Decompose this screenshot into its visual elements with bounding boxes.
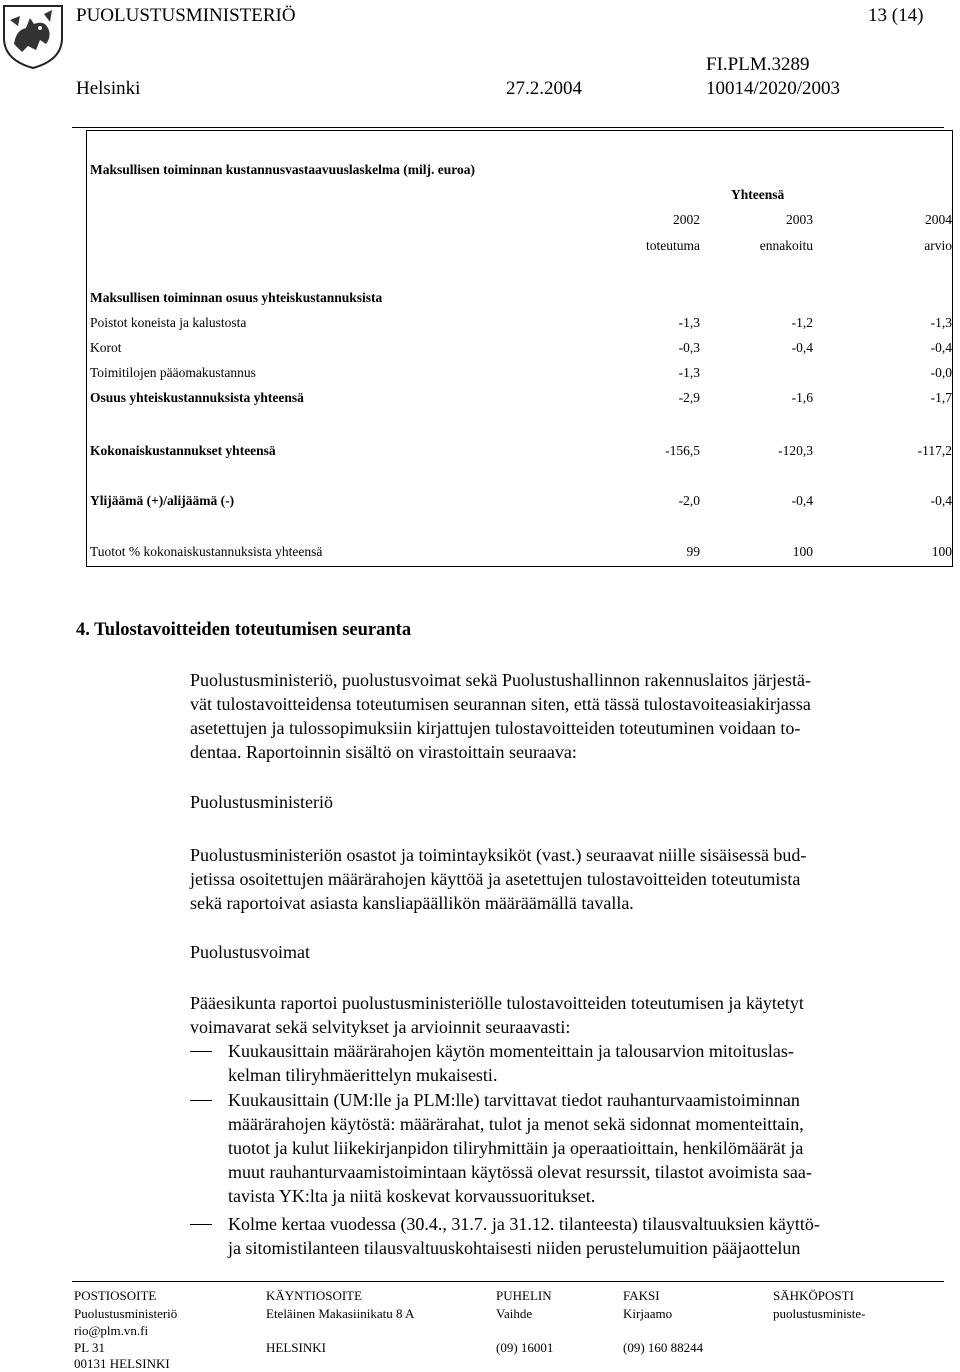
bullet-line: kelman tiliryhmäerittelyn mukaisesti. [228, 1065, 498, 1085]
intro-line: Puolustusministeriö, puolustusvoimat sekä Puolustushallinnon rakennuslaitos järjestä- [190, 670, 811, 690]
bullet-line: Kuukausittain määrärahojen käytön momenteittain ja talousarvion mitoituslas- [228, 1041, 794, 1061]
table-cell: -1,3 [678, 365, 700, 380]
ministry-text-line: jetissa osoitettujen määrärahojen käyttöä ja asetettujen tulostavoitteiden toteutumista [190, 869, 801, 889]
table-row-label: Osuus yhteiskustannuksista yhteensä [90, 390, 304, 405]
table-cell: 99 [686, 544, 700, 559]
subheading-defence-forces: Puolustusvoimat [190, 942, 311, 962]
col-year-2003: 2003 [786, 212, 813, 227]
table-cell: -0,4 [930, 493, 952, 508]
footer-faksi-header: FAKSI [623, 1288, 660, 1303]
table-row-label: Ylijäämä (+)/alijäämä (-) [90, 493, 235, 508]
col-kind-arvio: arvio [924, 238, 952, 253]
table-cell: -0,4 [791, 493, 813, 508]
header-rule [72, 127, 944, 128]
section-heading: 4. Tulostavoitteiden toteutumisen seuranta [76, 620, 412, 640]
table-section-label: Maksullisen toiminnan osuus yhteiskustannuksista [90, 290, 383, 305]
header-org: PUOLUSTUSMINISTERIÖ [76, 5, 296, 26]
footer-cell: (09) 160 88244 [623, 1340, 704, 1355]
table-cell: -156,5 [665, 443, 700, 458]
footer-rule [72, 1281, 944, 1282]
ministry-text-line: sekä raportoivat asiasta kansliapäällikön määräämällä tavalla. [190, 893, 634, 913]
intro-line: dentaa. Raportoinnin sisältö on virastoittain seuraava: [190, 742, 577, 762]
footer-cell: Vaihde [496, 1306, 533, 1321]
table-cell: -0,4 [930, 340, 952, 355]
table-cell: -120,3 [778, 443, 813, 458]
footer-postiosoite-header: POSTIOSOITE [74, 1288, 157, 1303]
table-cell: -2,0 [678, 493, 700, 508]
bullet-dash [190, 1100, 212, 1101]
col-kind-toteutuma: toteutuma [646, 238, 700, 253]
bullet-line: määrärahojen käytöstä: määrärahat, tulot ja menot sekä sidonnat momenteittain, [228, 1114, 804, 1134]
table-row-label: Toimitilojen pääomakustannus [90, 365, 256, 380]
bullet-line: Kuukausittain (UM:lle ja PLM:lle) tarvittavat tiedot rauhanturvaamistoiminnan [228, 1090, 800, 1110]
table-cell: -1,6 [791, 390, 813, 405]
header-city: Helsinki [76, 78, 141, 99]
footer-cell: Puolustusministeriö [74, 1306, 178, 1321]
header-date: 27.2.2004 [506, 78, 582, 99]
bullet-dash [190, 1051, 212, 1052]
header-docnum: 10014/2020/2003 [706, 78, 841, 99]
header-page: 13 (14) [868, 5, 924, 26]
col-year-2004: 2004 [925, 212, 952, 227]
footer-cell: HELSINKI [266, 1340, 326, 1355]
footer-cell: PL 31 [74, 1340, 105, 1355]
footer-email-cont[interactable]: rio@plm.vn.fi [74, 1323, 149, 1338]
table-cell: -117,2 [917, 443, 952, 458]
table-cell: 100 [931, 544, 952, 559]
footer-postcode: 00131 HELSINKI [74, 1356, 170, 1371]
table-title: Maksullisen toiminnan kustannusvastaavuuslaskelma (milj. euroa) [90, 162, 475, 177]
ministry-text-line: Puolustusministeriön osastot ja toimintayksiköt (vast.) seuraavat niille sisäisessä bud- [190, 845, 807, 865]
table-row-label: Kokonaiskustannukset yhteensä [90, 443, 276, 458]
bullet-line: ja sitomistilanteen tilausvaltuuskohtaisesti niiden perustelumuition pääjaottelun [228, 1238, 801, 1258]
header-ref: FI.PLM.3289 [706, 54, 810, 75]
table-cell: -0,3 [678, 340, 700, 355]
bullet-dash [190, 1224, 212, 1225]
footer-email[interactable]: puolustusministe- [773, 1306, 866, 1321]
footer-kayntiosoite-header: KÄYNTIOSOITE [266, 1288, 363, 1303]
ministry-logo [0, 0, 66, 70]
defence-text-line: Pääesikunta raportoi puolustusministeriölle tulostavoitteiden toteutumisen ja käytetyt [190, 993, 804, 1013]
footer-cell: (09) 16001 [496, 1340, 554, 1355]
footer-sahkoposti-header: SÄHKÖPOSTI [773, 1288, 854, 1303]
table-cell: -1,2 [791, 315, 813, 330]
table-cell: -0,0 [930, 365, 952, 380]
table-group-header: Yhteensä [731, 187, 785, 202]
table-row-label: Korot [90, 340, 122, 355]
defence-text-line: voimavarat sekä selvitykset ja arvioinnit seuraavasti: [190, 1017, 571, 1037]
table-cell: 100 [792, 544, 813, 559]
footer-cell: Kirjaamo [623, 1306, 673, 1321]
bullet-line: Kolme kertaa vuodessa (30.4., 31.7. ja 31.12. tilanteesta) tilausvaltuuksien käyttö- [228, 1214, 820, 1234]
bullet-line: tavista YK:lta ja niitä koskevat korvaussuoritukset. [228, 1186, 596, 1206]
subheading-ministry: Puolustusministeriö [190, 792, 334, 812]
intro-line: asetettujen ja tulossopimuksiin kirjattujen tulostavoitteiden toteutuminen voidaan to- [190, 718, 801, 738]
table-row-label: Poistot koneista ja kalustosta [90, 315, 247, 330]
table-cell: -1,7 [930, 390, 952, 405]
intro-line: vät tulostavoitteidensa toteutumisen seurannan siten, että tässä tulostavoiteasiakirjassa [190, 694, 811, 714]
table-cell: -2,9 [678, 390, 700, 405]
table-cell: -1,3 [678, 315, 700, 330]
table-cell: -1,3 [930, 315, 952, 330]
col-kind-ennakoitu: ennakoitu [759, 238, 813, 253]
table-cell: -0,4 [791, 340, 813, 355]
footer-puhelin-header: PUHELIN [496, 1288, 552, 1303]
bullet-line: muut rauhanturvaamistoimintaan käytössä olevat resurssit, tilastot avoimista saa- [228, 1162, 812, 1182]
table-row-label: Tuotot % kokonaiskustannuksista yhteensä [90, 544, 323, 559]
col-year-2002: 2002 [673, 212, 700, 227]
footer-cell: Eteläinen Makasiinikatu 8 A [266, 1306, 415, 1321]
bullet-line: tuotot ja kulut liikekirjanpidon tiliryhmittäin ja operaatioittain, henkilömäärät ja [228, 1138, 804, 1158]
